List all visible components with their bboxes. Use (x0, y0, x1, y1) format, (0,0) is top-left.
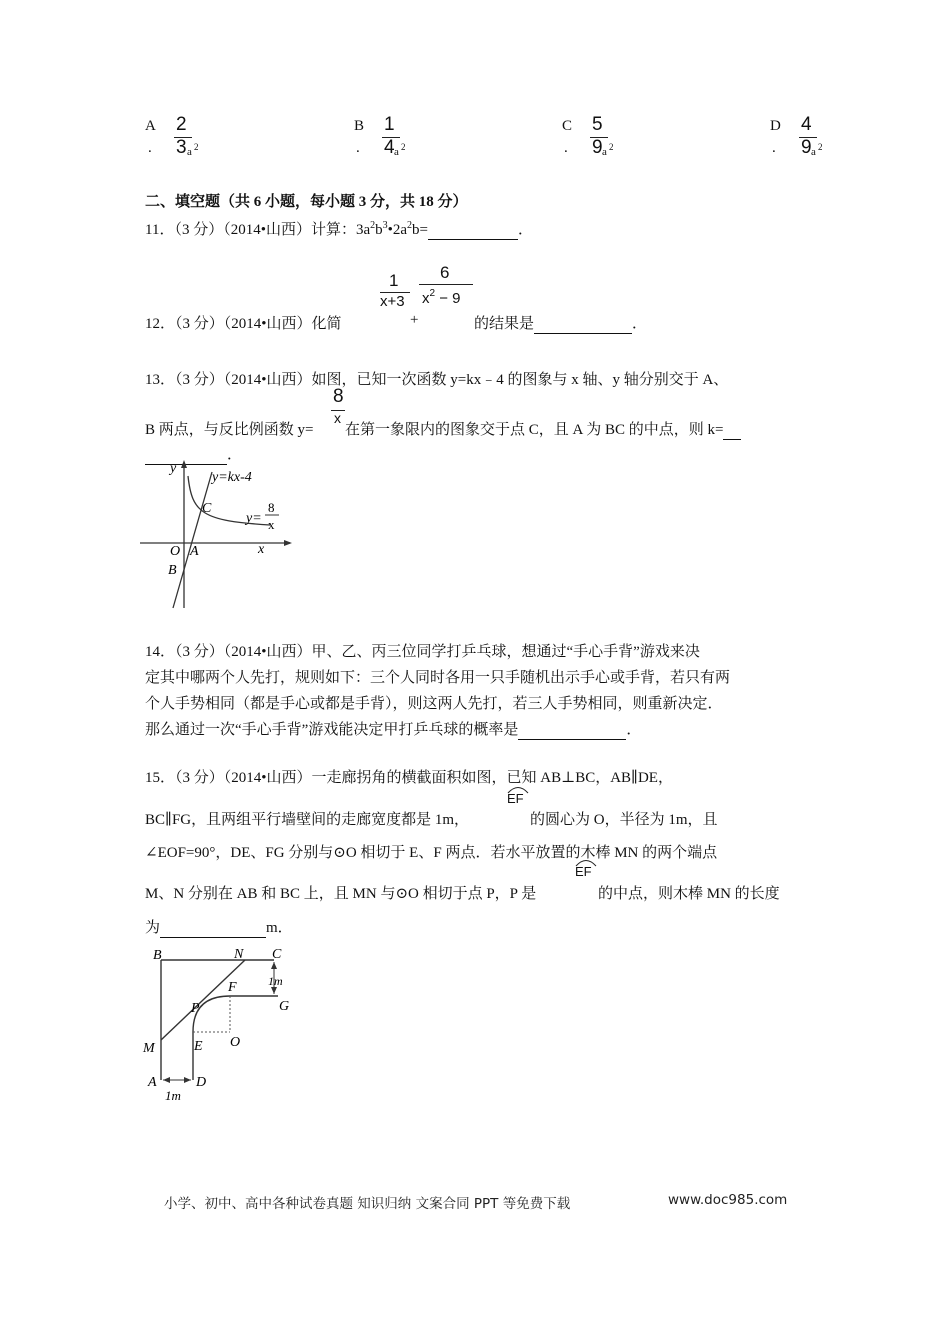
q13-line3: ． (145, 443, 242, 465)
q13-figure (140, 458, 300, 613)
q13-line2-prefix: B 两点，与反比例函数 y= (145, 422, 314, 438)
y-axis-arrow (181, 460, 187, 468)
label-g: G (279, 999, 290, 1014)
option-dot: . (772, 140, 776, 156)
label-curve-den: x (268, 517, 275, 532)
q12-frac1-num: 1 (389, 271, 399, 290)
option-numerator: 4 (801, 114, 812, 135)
q14-line2: 定其中哪两个人先打，规则如下：三个人同时各用一只手随机出示手心或手背，若只有两 (145, 670, 731, 686)
q12-frac2-num: 6 (440, 263, 450, 282)
section-heading: 二、填空题（共 6 小题，每小题 3 分，共 18 分） (145, 194, 468, 210)
option-dot: . (356, 140, 360, 156)
q11-text: •2a (387, 222, 408, 238)
option-var: a (394, 146, 399, 158)
option-letter: B (354, 118, 365, 134)
label-c: C (202, 501, 212, 516)
footer-link[interactable]: www.doc985.com (668, 1192, 788, 1208)
option-letter: A (145, 118, 156, 134)
label-b: B (168, 563, 177, 578)
q11-text: b (375, 222, 383, 238)
option-denominator: 9 (592, 137, 603, 158)
label-n: N (234, 947, 244, 962)
q13-frac-num: 8 (333, 386, 344, 407)
option-denominator: 9 (801, 137, 812, 158)
q11-exp: 2 (407, 220, 413, 231)
label-1m-bottom: 1m (165, 1088, 181, 1103)
footer-text: 小学、初中、高中各种试卷真题 知识归纳 文案合同 PPT 等免费下载 (164, 1196, 571, 1212)
q12-frac2-den: $x^2 - 9$ (422, 288, 461, 307)
answer-blank (428, 222, 518, 240)
q14-line1: 14．（3 分）（2014•山西）甲、乙、丙三位同学打乒乓球，想通过“手心手背”游戏来决 (145, 644, 700, 660)
label-line: y=kx-4 (212, 470, 252, 485)
q12-prefix: 12．（3 分）（2014•山西）化简 (145, 316, 342, 332)
label-e: E (194, 1039, 203, 1054)
q11-prefix: 11．（3 分）（2014•山西）计算：3a (145, 222, 371, 238)
arc-label: EF (575, 864, 592, 879)
x-axis-arrow (284, 540, 292, 546)
option-var: a (602, 146, 607, 158)
label-p: P (191, 1001, 200, 1016)
q15-line2-suffix: 的圆心为 O，半径为 1m，且 (530, 812, 718, 828)
dimension-arrow (271, 962, 277, 969)
q15-line4-prefix: M、N 分别在 AB 和 BC 上，且 MN 与⊙O 相切于点 P，P 是 (145, 886, 537, 902)
option-denominator: 3 (176, 137, 187, 158)
label-d: D (196, 1075, 207, 1090)
label-f: F (228, 980, 237, 995)
fraction-bar (419, 284, 473, 285)
question-11 (145, 218, 533, 240)
option-exp: 2 (609, 142, 614, 152)
dimension-arrow (184, 1077, 191, 1083)
q15-line3: ∠EOF=90°，DE、FG 分别与⊙O 相切于 E、F 两点．若水平放置的木棒 MN 的两个端点 (145, 845, 718, 861)
label-c: C (272, 947, 282, 962)
q15-line1: 15．（3 分）（2014•山西）一走廊拐角的横截面积如图，已知 AB⊥BC，AB∥DE， (145, 770, 673, 786)
arc-label: EF (507, 791, 524, 806)
label-b: B (153, 948, 162, 963)
option-exp: 2 (194, 142, 199, 152)
label-1m-right: 1m (268, 974, 283, 988)
option-dot: . (148, 140, 152, 156)
label-curve-num: 8 (268, 500, 275, 515)
q14-line4: 那么通过一次“手心手背”游戏能决定甲打乒乓球的概率是 ． (145, 722, 642, 738)
q12-frac1-den: x+3 (380, 293, 405, 310)
label-y: y (170, 461, 177, 476)
q15-line5: 为 m． (145, 920, 293, 936)
q11-text: b= (412, 222, 428, 238)
stick-mn (161, 960, 245, 1040)
label-a: A (190, 544, 199, 559)
q13-frac-den: x (334, 410, 341, 426)
option-var: a (187, 146, 192, 158)
q13-line1: 13．（3 分）（2014•山西）如图，已知一次函数 y=kx﹣4 的图象与 x 轴、y 轴分别交于 A、 (145, 372, 729, 388)
q13-line2-suffix: 在第一象限内的图象交于点 C，且 A 为 BC 的中点，则 k= (345, 418, 741, 440)
option-var: a (811, 146, 816, 158)
q11-exp: 2 (370, 220, 376, 231)
dimension-arrow (163, 1077, 170, 1083)
option-numerator: 2 (176, 114, 187, 135)
q15-line2-prefix: BC∥FG，且两组平行墙壁间的走廊宽度都是 1m， (145, 812, 470, 828)
linear-function-line (173, 472, 212, 608)
label-m: M (143, 1041, 155, 1056)
q11-end: ． (518, 222, 534, 238)
q11-exp: 3 (382, 220, 388, 231)
q12-plus: + (410, 312, 419, 328)
label-a: A (148, 1075, 157, 1090)
q14-line3: 个人手势相同（都是手心或都是手背），则这两人先打，若三人手势相同，则重新决定． (145, 696, 723, 712)
label-o: O (230, 1035, 241, 1050)
q15-figure (138, 940, 303, 1105)
option-letter: D (770, 118, 781, 134)
q12-suffix: 的结果是 ． (474, 316, 648, 332)
option-exp: 2 (401, 142, 406, 152)
option-letter: C (562, 118, 573, 134)
option-numerator: 1 (384, 114, 395, 135)
label-x: x (258, 542, 265, 557)
option-dot: . (564, 140, 568, 156)
label-curve: y= (246, 511, 262, 526)
q15-line4-suffix: 的中点，则木棒 MN 的长度 (598, 886, 780, 902)
label-o: O (170, 544, 181, 559)
option-exp: 2 (818, 142, 823, 152)
dimension-arrow (271, 987, 277, 994)
option-denominator: 4 (384, 137, 395, 158)
option-numerator: 5 (592, 114, 603, 135)
